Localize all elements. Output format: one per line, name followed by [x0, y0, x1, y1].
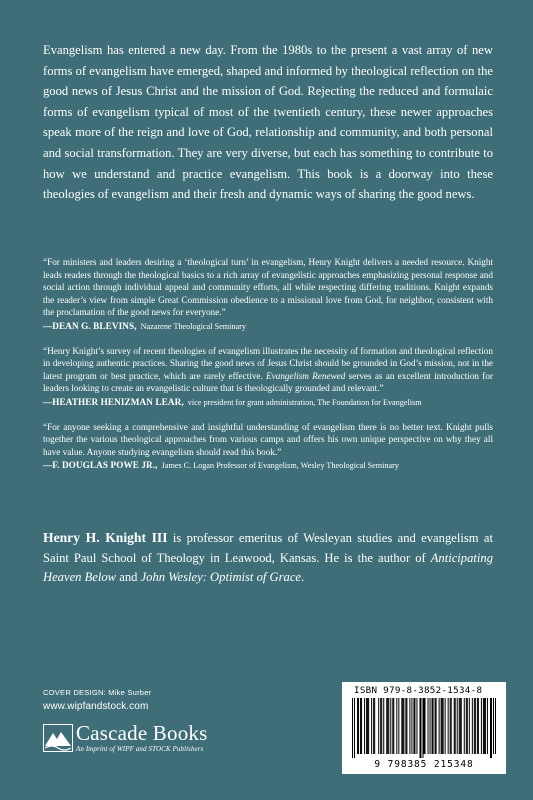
barcode-bar — [411, 698, 412, 754]
barcode-bar — [469, 698, 470, 754]
barcode-bar — [430, 698, 431, 754]
barcode-bar — [460, 698, 461, 754]
barcode-bar — [422, 698, 423, 758]
barcode-bar — [443, 698, 444, 754]
publisher-logo — [43, 722, 208, 753]
barcode-bar — [373, 698, 374, 754]
barcode-bar — [420, 698, 421, 758]
endorser-role: James C. Logan Professor of Evangelism, Wesley Theological Seminary — [161, 461, 399, 471]
barcode-bar — [461, 698, 462, 754]
barcode-bar — [436, 698, 437, 754]
barcode-bar — [490, 698, 491, 758]
barcode-bar — [414, 698, 415, 754]
barcode-bar — [378, 698, 379, 754]
author-bio-text: and — [116, 570, 141, 585]
barcode-bar — [474, 698, 475, 754]
barcode-bar — [432, 698, 433, 754]
barcode-bar — [475, 698, 476, 754]
author-bio — [43, 528, 493, 588]
endorsement — [43, 345, 493, 410]
author-book-title: Anticipating Heaven Below — [43, 550, 493, 585]
barcode-bar — [409, 698, 410, 754]
author-book-title: John Wesley: Optimist of Grace — [140, 570, 302, 585]
barcode-bar — [396, 698, 397, 754]
barcode-bar — [419, 698, 420, 758]
endorsement-attribution — [43, 320, 493, 334]
author-name: Henry H. Knight III — [43, 530, 168, 545]
endorser-name: —HEATHER HENIZMAN LEAR, — [43, 396, 184, 407]
barcode-bar — [455, 698, 456, 754]
barcode-bar — [413, 698, 414, 754]
barcode-bar — [381, 698, 382, 754]
barcode-bar — [393, 698, 394, 754]
barcode-bar — [357, 698, 358, 754]
barcode-bar — [367, 698, 368, 754]
endorsement-text: “For ministers and leaders desiring a ‘theological turn’ in evangelism, Henry Knight delivers a needed resource. Knight leads readers through the theological basics to a rich array of evangelistic approaches emphasizing personal response and social action through individual appeal and community efforts, all while respecting differing traditions. Knight expands the reader’s view from simple Great Commission obedience to a missional love from God, for neighbor, consistent with the proclamation of the good news for everyone.” — [43, 257, 493, 318]
barcode-bar — [354, 698, 355, 758]
barcode-bar — [487, 698, 488, 754]
barcode-bar — [495, 698, 496, 754]
barcode-bar — [386, 698, 387, 754]
endorsement-text-part: “Henry Knight’s survey of recent theologies of evangelism illustrates the necessity of formation and theological reflection in developing authentic practices. Sharing the good news of Jesus Christ should be grounded in God’s mission, not in the latest program or best practice, which are rarely effective. — [43, 345, 493, 381]
barcode-bar — [371, 698, 372, 754]
endorser-name: —F. DOUGLAS POWE JR., — [43, 460, 158, 471]
barcode-bar — [392, 698, 393, 754]
barcode-bar — [433, 698, 434, 754]
barcode-bar — [406, 698, 407, 754]
barcode-bar — [403, 698, 404, 754]
endorsement-text-part: serves as an excellent introduction for leaders looking to create an evangelistic culture that is theologically grounded and relevant.” — [43, 370, 493, 394]
barcode-bar — [459, 698, 460, 754]
barcode-bar — [464, 698, 465, 754]
barcode-bar — [457, 698, 458, 754]
endorsement-attribution — [43, 459, 493, 473]
publisher-tagline: An Imprint of WIPF and STOCK Publishers — [76, 745, 204, 753]
barcode-bar — [466, 698, 467, 754]
endorsement-book-title: Evangelism Renewed — [266, 370, 346, 381]
barcode-bar — [388, 698, 389, 754]
barcode-bar — [484, 698, 485, 754]
barcode-bar — [450, 698, 451, 754]
barcode-bar — [451, 698, 452, 754]
barcode-bar — [428, 698, 429, 754]
publisher-url: www.wipfandstock.com — [43, 701, 149, 712]
endorsement-text — [43, 345, 493, 395]
author-bio-text: . — [301, 570, 305, 585]
barcode-bar — [445, 698, 446, 754]
barcode-bar — [383, 698, 384, 754]
publisher-text — [76, 722, 208, 753]
barcode-bar — [448, 698, 449, 754]
endorsement-text: “For anyone seeking a comprehensive and insightful understanding of evangelism there is no better text. Knight pulls together the various theological approaches from various camps and offers his own unique perspective on why they all have value. Anyone studying evangelism should read this book.” — [43, 421, 493, 457]
barcode-bar — [435, 698, 436, 754]
isbn-label: ISBN 979-8-3852-1534-8 — [354, 685, 483, 696]
barcode-bar — [402, 698, 403, 754]
barcode-digits: 9 798385 215348 — [374, 759, 474, 770]
endorsement-attribution — [43, 396, 493, 410]
barcode-bar — [416, 698, 417, 754]
credits — [43, 688, 151, 712]
endorser-role: vice president for grant administration, The Foundation for Evangelism — [187, 397, 422, 407]
barcode-bar — [472, 698, 473, 754]
barcode-bar — [368, 698, 369, 754]
book-description: Evangelism has entered a new day. From the 1980s to the present a vast array of new forms of evangelism have emerged, shaped and informed by theological reflection on the good news of Jesus Christ and the mission of God. Rejecting the reduced and formulaic forms of evangelism typical of most of the twentieth century, these newer approaches speak more of the reign and love of God, relationship and community, and both personal and social transformation. They are very diverse, but each has something to contribute to how we understand and practice evangelism. This book is a doorway into these theologies of evangelism and their fresh and dynamic ways of sharing the good news. — [43, 43, 493, 202]
barcode-bar — [401, 698, 402, 754]
barcode-bar — [366, 698, 367, 754]
barcode-bar — [374, 698, 375, 754]
barcode-bar — [477, 698, 478, 754]
barcode-bar — [493, 698, 494, 754]
barcode-bar — [380, 698, 381, 754]
cover-design-credit: COVER DESIGN: Mike Surber — [43, 688, 152, 697]
barcode-bar — [481, 698, 482, 754]
barcode-bar — [358, 698, 359, 754]
barcode-bar — [441, 698, 442, 754]
barcode-bar — [360, 698, 361, 754]
barcode-bar — [467, 698, 468, 754]
barcode-bar — [442, 698, 443, 754]
endorsements — [43, 256, 493, 484]
barcode-bar — [405, 698, 406, 754]
barcode-bar — [483, 698, 484, 754]
barcode-bar — [425, 698, 426, 754]
barcode-bar — [398, 698, 399, 754]
mountain-logo-icon — [43, 724, 73, 752]
barcode-bar — [439, 698, 440, 754]
barcode-bar — [491, 698, 492, 758]
isbn-barcode — [342, 682, 506, 774]
barcode-bar — [361, 698, 362, 754]
endorser-name: —DEAN G. BLEVINS, — [43, 320, 137, 331]
endorsement — [43, 421, 493, 473]
barcode-bar — [390, 698, 391, 754]
barcode-bar — [478, 698, 479, 754]
barcode-bar — [424, 698, 425, 754]
barcode-bar — [485, 698, 486, 754]
barcode-bar — [364, 698, 365, 754]
barcode-bar — [454, 698, 455, 754]
endorser-role: Nazarene Theological Seminary — [140, 321, 246, 331]
barcode-bar — [352, 698, 353, 758]
barcode-icon — [352, 698, 496, 758]
barcode-bar — [387, 698, 388, 754]
publisher-name: Cascade Books — [76, 721, 208, 745]
author-bio-text: is professor emeritus of Wesleyan studies and evangelism at Saint Paul School of Theology in Leawood, Kansas. He is the author of — [43, 531, 493, 565]
endorsement — [43, 256, 493, 334]
